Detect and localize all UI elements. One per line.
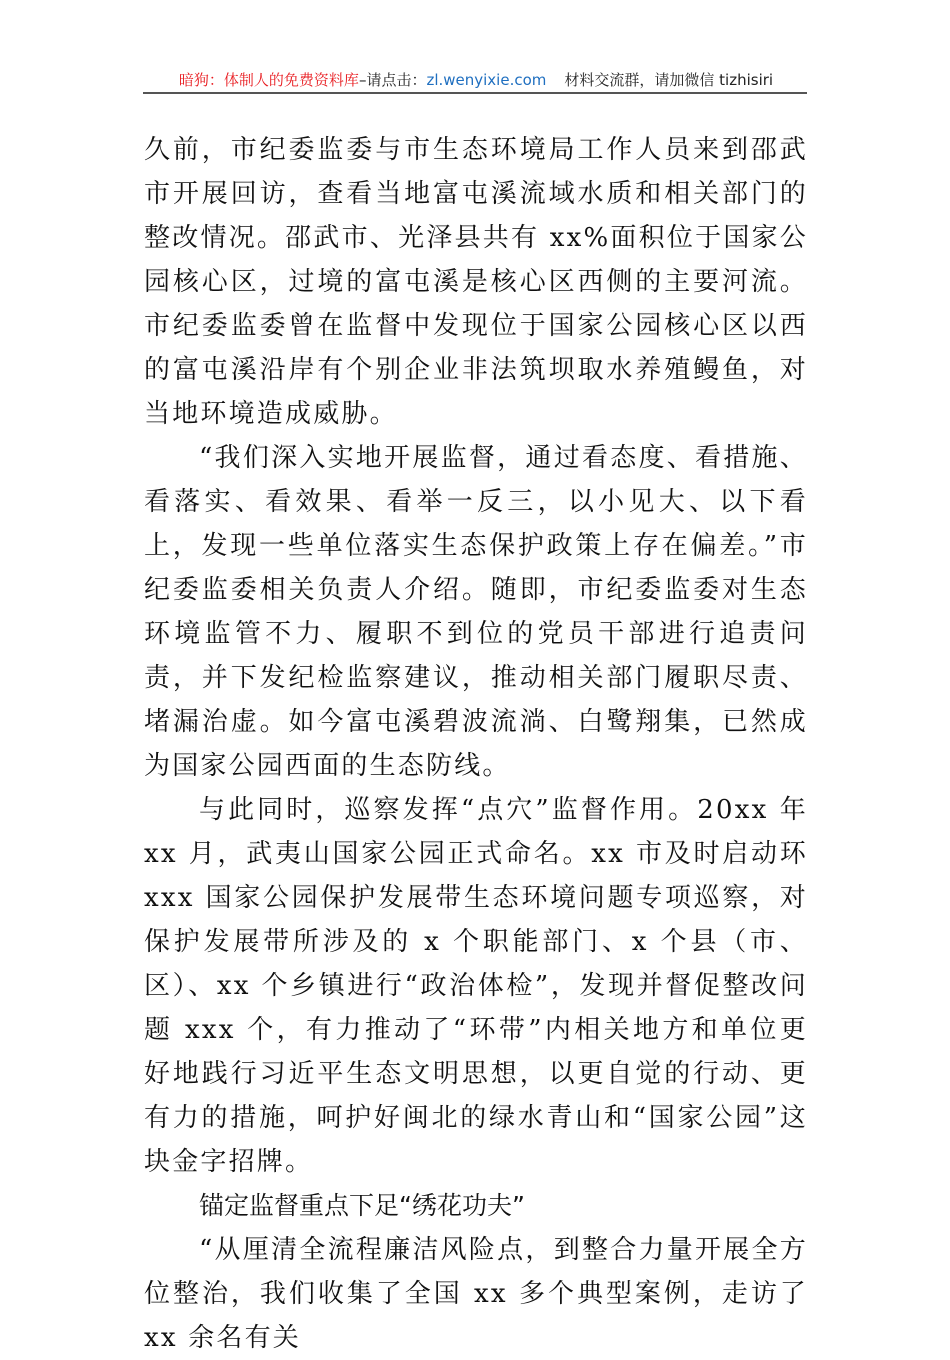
paragraph-continuation: 久前，市纪委监委与市生态环境局工作人员来到邵武市开展回访，查看当地富屯溪流域水质和相关部门的整改情况。邵武市、光泽县共有 xx%面积位于国家公园核心区，过境的富屯溪是核心区西侧的主要河流。市纪委监委曾在监督中发现位于国家公园核心区以西的富屯溪沿岸有个别企业非法筑坝取水养殖鳗鱼，对当地环境造成威胁。 <box>144 135 808 429</box>
header-divider <box>143 92 807 94</box>
header-link-prefix: –请点击： <box>358 71 427 89</box>
header-contact: 材料交流群，请加微信 tizhisiri <box>564 71 774 89</box>
header-link[interactable]: zl.wenyixie.com <box>426 71 547 89</box>
paragraph: 与此同时，巡察发挥“点穴”监督作用。20xx 年 xx 月，武夷山国家公园正式命名。xx 市及时启动环 xxx 国家公园保护发展带生态环境问题专项巡察，对保护发展带所涉及的 x 个职能部门、x 个县（市、区）、xx 个乡镇进行“政治体检”，发现并督促整改问题 xxx 个，有力推动了“环带”内相关地方和单位更好地践行习近平生态文明思想，以更自觉的行动、更有力的措施，呵护好闽北的绿水青山和“国家公园”这块金字招牌。 <box>144 795 808 1177</box>
paragraph: “从厘清全流程廉洁风险点，到整合力量开展全方位整治，我们收集了全国 xx 多个典型案例，走访了 xx 余名有关 <box>144 1235 808 1353</box>
header-brand: 暗狗：体制人的免费资料库 <box>178 71 359 89</box>
paragraph: “我们深入实地开展监督，通过看态度、看措施、看落实、看效果、看举一反三，以小见大、以下看上，发现一些单位落实生态保护政策上存在偏差。”市纪委监委相关负责人介绍。随即，市纪委监委对生态环境监管不力、履职不到位的党员干部进行追责问责，并下发纪检监察建议，推动相关部门履职尽责、堵漏治虚。如今富屯溪碧波流淌、白鹭翔集，已然成为国家公园西面的生态防线。 <box>144 443 808 781</box>
page-header <box>145 68 807 92</box>
section-heading: 锚定监督重点下足“绣花功夫” <box>199 1191 525 1220</box>
document-body <box>144 128 808 1360</box>
